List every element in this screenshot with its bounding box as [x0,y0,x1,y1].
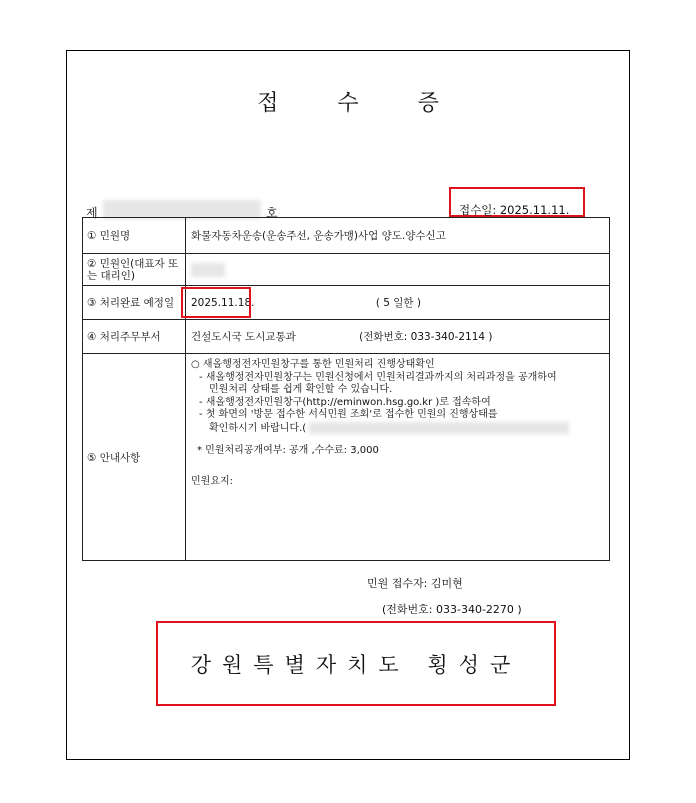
note-line: ○ 새올행정전자민원창구를 통한 민원처리 진행상태확인 [191,359,435,370]
note-line: * 민원처리공개여부: 공개 ,수수료: 3,000 [197,445,379,456]
note-line: 민원요지: [191,475,234,487]
table-row [83,254,610,286]
row-value-complaint-name: 화물자동차운송(운송주선, 운송가맹)사업 양도.양수신고 [186,218,610,254]
number-prefix: 제 [86,206,98,220]
due-date-highlight [181,287,251,318]
redacted-applicant [191,263,225,277]
note-line-text: 확인하시기 바랍니다.( [209,422,307,434]
receiver-phone: (전화번호: 033-340-2270 ) [382,603,522,616]
table-row [83,218,610,254]
table-row [83,320,610,354]
note-line [191,422,604,436]
table-row [83,354,610,561]
number-suffix: 호 [266,206,278,220]
spacer [191,435,604,445]
issuer-name: 강원특별자치도 횡성군 [190,652,522,677]
note-line: - 새올행정전자민원창구(http://eminwon.hsg.go.kr )로 접속하여 [199,396,491,408]
due-date-days: ( 5 일한 ) [375,297,421,309]
row-key-due-date: ③ 처리완료 예정일 [83,286,186,320]
note-line: - 첫 화면의 '방문 접수한 서식민원 조회'로 접수한 민원의 진행상태를 [199,409,498,420]
document-title: 접 수 증 [257,91,465,116]
receipt-date: 접수일: 2025.11.11. [459,203,570,217]
issuer-box [156,621,556,706]
row-value-applicant [186,254,610,286]
spacer [191,458,604,476]
row-value-department [186,320,610,354]
guidance-notes [186,354,610,561]
row-key-complaint-name: ① 민원명 [83,218,186,254]
department-name: 건설도시국 도시교통과 [191,331,296,343]
due-date-value: 2025.11.18. [191,297,255,309]
department-phone: (전화번호: 033-340-2114 ) [359,331,493,343]
table-row [83,286,610,320]
receipt-form-table [82,217,610,561]
note-line: 민원처리 상태를 쉽게 확인할 수 있습니다. [209,384,393,395]
row-key-guidance: ⑤ 안내사항 [83,354,186,561]
receiver-name: 민원 접수자: 김미현 [367,577,463,590]
redacted-note [309,422,569,434]
row-key-department: ④ 처리주무부서 [83,320,186,354]
note-line: - 새올행정전자민원창구는 민원신청에서 민원처리결과까지의 처리과정을 공개하여 [199,371,557,383]
row-key-applicant: ② 민원인(대표자 또는 대리인) [83,254,186,286]
